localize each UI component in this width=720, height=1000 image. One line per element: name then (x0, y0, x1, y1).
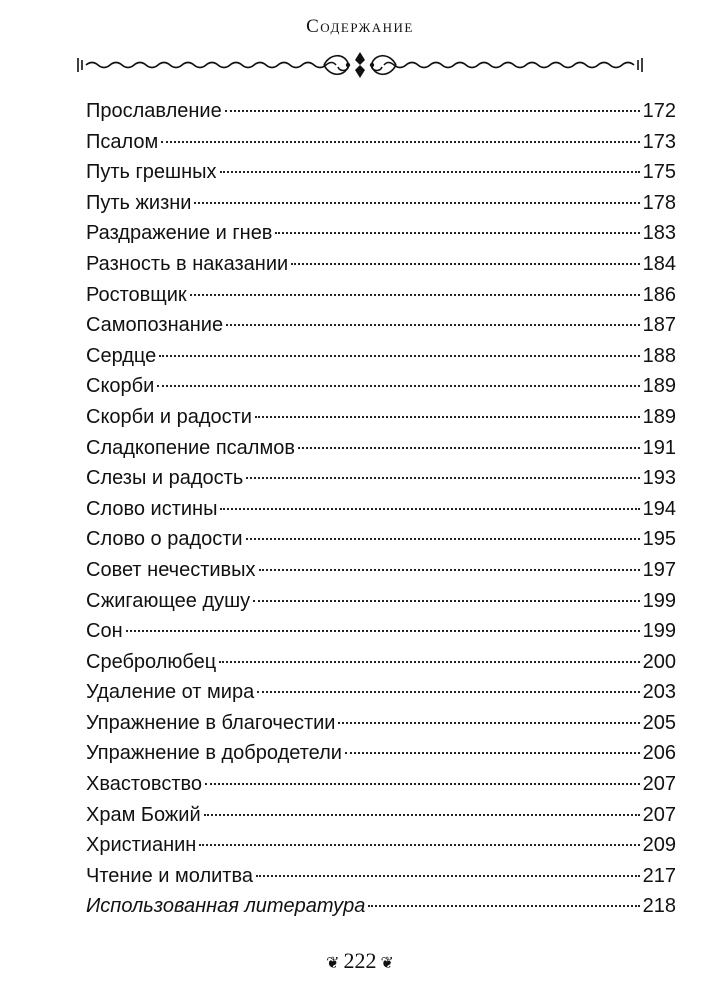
toc-entry (86, 310, 676, 341)
toc-entry-title: Псалом (86, 130, 159, 153)
toc-entry-title: Использованная литература (86, 895, 366, 918)
dot-leader (257, 691, 639, 693)
toc-entry-page: 209 (642, 834, 676, 857)
toc-entry-title: Хвастовство (86, 773, 203, 796)
toc-entry-title: Слезы и радость (86, 467, 244, 490)
toc-entry-page: 172 (642, 100, 676, 122)
toc-entry (86, 830, 676, 861)
toc-entry-title: Сребролюбец (86, 650, 217, 673)
toc-entry-title: Упражнение в добродетели (86, 742, 342, 765)
dot-leader (204, 814, 640, 816)
page-number: 222 (343, 948, 377, 973)
toc-entry (86, 188, 676, 219)
dot-leader (259, 569, 640, 571)
toc-entry-page: 207 (642, 773, 676, 796)
toc-entry-page: 194 (642, 497, 676, 520)
toc-entry-title: Храм Божий (86, 803, 201, 826)
toc-entry (86, 433, 676, 464)
dot-leader (256, 875, 640, 877)
toc-entry (86, 861, 676, 892)
toc-entry (86, 249, 676, 280)
page-header (0, 0, 720, 90)
toc-entry (86, 524, 676, 555)
dot-leader (199, 844, 639, 846)
toc-entry-page: 187 (642, 314, 676, 337)
toc-entry-page: 195 (642, 528, 676, 551)
toc-entry-page: 186 (642, 283, 676, 306)
toc-entry-page: 193 (642, 467, 676, 490)
toc-entry (86, 127, 676, 158)
toc-entry-title: Самопознание (86, 314, 224, 337)
toc-entry-title: Христианин (86, 834, 197, 857)
toc-entry (86, 708, 676, 739)
toc-entry-title: Путь грешных (86, 161, 217, 184)
toc-entry-title: Упражнение в благочестии (86, 711, 336, 734)
dot-leader (205, 783, 640, 785)
table-of-contents (86, 96, 676, 922)
toc-entry-page: 206 (642, 742, 676, 765)
dot-leader (246, 538, 640, 540)
toc-entry (86, 800, 676, 831)
dot-leader (220, 171, 640, 173)
toc-entry (86, 677, 676, 708)
toc-entry (86, 280, 676, 311)
toc-entry-title: Разность в наказании (86, 252, 289, 275)
toc-entry-page: 173 (642, 130, 676, 153)
dot-leader (220, 508, 639, 510)
dot-leader (126, 630, 640, 632)
toc-entry-page: 217 (642, 864, 676, 887)
toc-entry (86, 341, 676, 372)
ornamental-divider-icon (72, 48, 648, 82)
dot-leader (246, 477, 639, 479)
toc-entry-page: 188 (642, 344, 676, 367)
dot-leader (291, 263, 639, 265)
toc-entry-title: Чтение и молитва (86, 864, 253, 887)
dot-leader (159, 355, 639, 357)
dot-leader (298, 447, 640, 449)
dot-leader (345, 752, 640, 754)
toc-entry-page: 183 (642, 222, 676, 245)
toc-entry (86, 157, 676, 188)
toc-entry (86, 647, 676, 678)
dot-leader (161, 141, 639, 143)
dot-leader (368, 905, 639, 907)
toc-entry-title: Ростовщик (86, 283, 187, 306)
toc-entry-title: Скорби и радости (86, 405, 252, 428)
toc-entry-page: 189 (642, 405, 676, 428)
toc-entry-title: Сердце (86, 344, 157, 367)
dot-leader (275, 232, 639, 234)
toc-entry (86, 96, 676, 127)
toc-entry-title: Сон (86, 620, 123, 643)
toc-entry-title: Прославление (86, 100, 222, 122)
toc-entry-title: Сжигающее душу (86, 589, 251, 612)
toc-entry (86, 371, 676, 402)
dot-leader (225, 110, 640, 112)
toc-entry-page: 178 (642, 191, 676, 214)
toc-entry-page: 199 (642, 589, 676, 612)
toc-entry (86, 586, 676, 617)
toc-entry-title: Удаление от мира (86, 681, 255, 704)
toc-entry-page: 203 (642, 681, 676, 704)
dot-leader (219, 661, 639, 663)
toc-entry (86, 555, 676, 586)
dot-leader (338, 722, 639, 724)
toc-entry-title: Путь жизни (86, 191, 192, 214)
left-flourish-icon: ❦ (326, 954, 340, 972)
toc-entry-page: 191 (642, 436, 676, 459)
toc-entry-page: 218 (642, 895, 676, 918)
page-footer (0, 948, 720, 974)
toc-entry-title: Слово о радости (86, 528, 243, 551)
page-title: Содержание (306, 16, 414, 37)
dot-leader (190, 294, 640, 296)
dot-leader (255, 416, 640, 418)
toc-entry (86, 891, 676, 922)
toc-entry-page: 184 (642, 252, 676, 275)
dot-leader (157, 385, 639, 387)
dot-leader (194, 202, 639, 204)
right-flourish-icon: ❦ (380, 954, 394, 972)
toc-entry-page: 200 (642, 650, 676, 673)
toc-entry-page: 205 (642, 711, 676, 734)
toc-entry (86, 769, 676, 800)
dot-leader (226, 324, 640, 326)
toc-entry-title: Раздражение и гнев (86, 222, 273, 245)
toc-entry-title: Совет нечестивых (86, 558, 256, 581)
toc-entry-title: Сладкопение псалмов (86, 436, 295, 459)
toc-entry-title: Скорби (86, 375, 155, 398)
toc-entry-page: 175 (642, 161, 676, 184)
toc-entry (86, 402, 676, 433)
toc-entry (86, 218, 676, 249)
toc-entry-page: 189 (642, 375, 676, 398)
toc-entry-page: 207 (642, 803, 676, 826)
toc-entry (86, 463, 676, 494)
toc-entry-title: Слово истины (86, 497, 218, 520)
dot-leader (253, 600, 639, 602)
toc-entry (86, 494, 676, 525)
toc-entry (86, 738, 676, 769)
toc-entry-page: 199 (642, 620, 676, 643)
toc-entry (86, 616, 676, 647)
toc-entry-page: 197 (642, 558, 676, 581)
